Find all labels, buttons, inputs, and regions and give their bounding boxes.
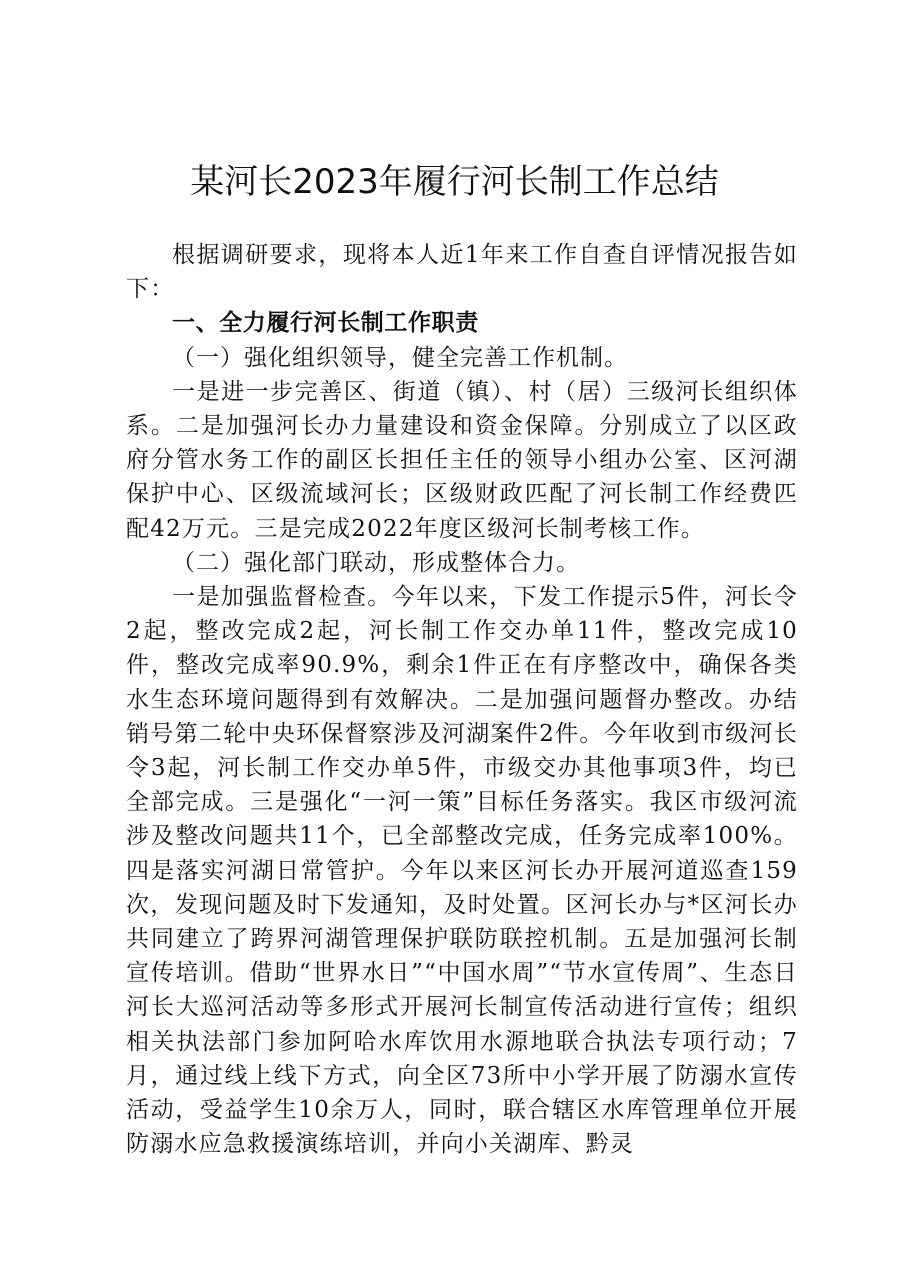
document-title: 某河长2023年履行河长制工作总结 — [190, 162, 719, 202]
subsection-heading-1: （一）强化组织领导，健全完善工作机制。 — [172, 344, 628, 371]
intro-paragraph: 根据调研要求，现将本人近1年来工作自查自评情况报告如下： — [126, 242, 798, 303]
body-paragraph-2: 一是加强监督检查。今年以来，下发工作提示5件，河长令2起，整改完成2起，河长制工作交办单11件，整改完成10件，整改完成率90.9%，剩余1件正在有序整改中，确保各类水生态环境问题得到有效解决。二是加强问题督办整改。办结销号第二轮中央环保督察涉及河湖案件2件。今年收到市级河长令3起，河长制工作交办单5件，市级交办其他事项3件，均已全部完成。三是强化“一河一策”目标任务落实。我区市级河流涉及整改问题共11个，已全部整改完成，任务完成率100%。四是落实河湖日常管护。今年以来区河长办开展河道巡查159次，发现问题及时下发通知，及时处置。区河长办与*区河长办共同建立了跨界河湖管理保护联防联控机制。五是加强河长制宣传培训。借助“世界水日”“中国水周”“节水宣传周”、生态日河长大巡河活动等多形式开展河长制宣传活动进行宣传；组织相关执法部门参加阿哈水库饮用水源地联合执法专项行动；7月，通过线上线下方式，向全区73所中小学开展了防溺水宣传活动，受益学生10余万人，同时，联合辖区水库管理单位开展防溺水应急救援演练培训，并向小关湖库、黔灵 — [126, 584, 798, 1158]
section-heading-1: 一、全力履行河长制工作职责 — [172, 310, 479, 337]
document-body — [126, 238, 798, 1161]
body-paragraph-1: 一是进一步完善区、街道（镇）、村（居）三级河长组织体系。二是加强河长办力量建设和资金保障。分别成立了以区政府分管水务工作的副区长担任主任的领导小组办公室、区河湖保护中心、区级流域河长；区级财政匹配了河长制工作经费匹配42万元。三是完成2022年度区级河长制考核工作。 — [126, 378, 798, 542]
subsection-heading-2: （二）强化部门联动，形成整体合力。 — [172, 549, 580, 576]
